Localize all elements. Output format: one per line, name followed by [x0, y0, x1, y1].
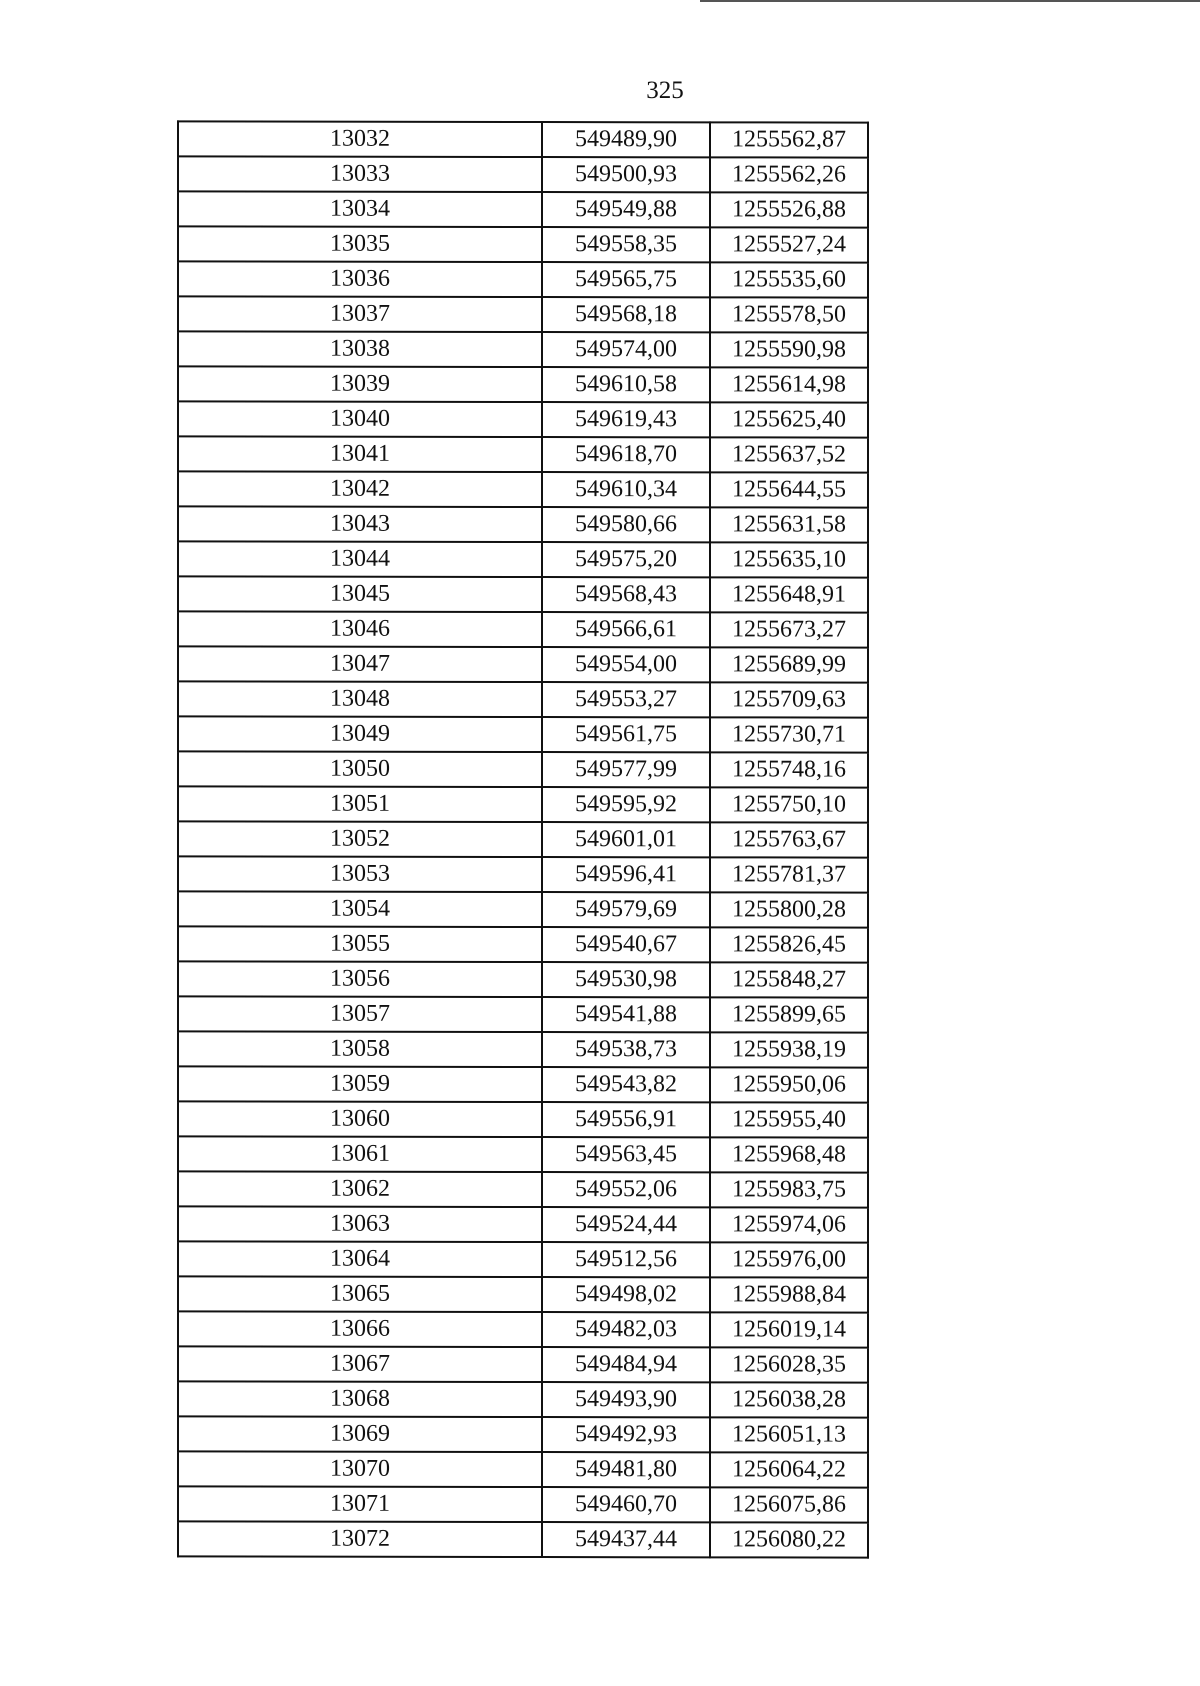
- x-coordinate-cell: 549512,56: [542, 1242, 710, 1277]
- y-coordinate-cell: 1255763,67: [710, 822, 868, 857]
- point-number-cell: 13069: [178, 1416, 542, 1452]
- x-coordinate-cell: 549561,75: [542, 717, 710, 752]
- point-number-cell: 13055: [178, 926, 542, 962]
- y-coordinate-cell: 1255983,75: [710, 1172, 868, 1207]
- y-coordinate-cell: 1255709,63: [710, 682, 868, 717]
- table-row: [178, 681, 868, 717]
- point-number-cell: 13049: [178, 716, 542, 752]
- y-coordinate-cell: 1255974,06: [710, 1207, 868, 1242]
- point-number-cell: 13037: [178, 296, 542, 332]
- y-coordinate-cell: 1255750,10: [710, 787, 868, 822]
- point-number-cell: 13035: [178, 226, 542, 262]
- y-coordinate-cell: 1255826,45: [710, 927, 868, 962]
- table-row: [178, 751, 868, 787]
- x-coordinate-cell: 549565,75: [542, 262, 710, 297]
- y-coordinate-cell: 1255899,65: [710, 997, 868, 1032]
- point-number-cell: 13042: [178, 471, 542, 507]
- x-coordinate-cell: 549538,73: [542, 1032, 710, 1067]
- x-coordinate-cell: 549543,82: [542, 1067, 710, 1102]
- table-row: [178, 436, 868, 472]
- y-coordinate-cell: 1255730,71: [710, 717, 868, 752]
- point-number-cell: 13040: [178, 401, 542, 437]
- point-number-cell: 13062: [178, 1171, 542, 1207]
- x-coordinate-cell: 549566,61: [542, 612, 710, 647]
- y-coordinate-cell: 1256064,22: [710, 1452, 868, 1487]
- x-coordinate-cell: 549481,80: [542, 1452, 710, 1487]
- y-coordinate-cell: 1256038,28: [710, 1382, 868, 1417]
- x-coordinate-cell: 549553,27: [542, 682, 710, 717]
- y-coordinate-cell: 1255635,10: [710, 542, 868, 577]
- y-coordinate-cell: 1255527,24: [710, 227, 868, 262]
- point-number-cell: 13043: [178, 506, 542, 542]
- table-row: [178, 1171, 868, 1207]
- x-coordinate-cell: 549619,43: [542, 402, 710, 437]
- point-number-cell: 13058: [178, 1031, 542, 1067]
- point-number-cell: 13054: [178, 891, 542, 927]
- y-coordinate-cell: 1255848,27: [710, 962, 868, 997]
- y-coordinate-cell: 1255800,28: [710, 892, 868, 927]
- table-row: [178, 121, 868, 157]
- x-coordinate-cell: 549610,58: [542, 367, 710, 402]
- point-number-cell: 13046: [178, 611, 542, 647]
- y-coordinate-cell: 1255648,91: [710, 577, 868, 612]
- point-number-cell: 13041: [178, 436, 542, 472]
- x-coordinate-cell: 549554,00: [542, 647, 710, 682]
- point-number-cell: 13044: [178, 541, 542, 577]
- x-coordinate-cell: 549556,91: [542, 1102, 710, 1137]
- x-coordinate-cell: 549437,44: [542, 1522, 710, 1557]
- y-coordinate-cell: 1255625,40: [710, 402, 868, 437]
- table-row: [178, 1101, 868, 1137]
- y-coordinate-cell: 1255526,88: [710, 192, 868, 227]
- y-coordinate-cell: 1255673,27: [710, 612, 868, 647]
- y-coordinate-cell: 1256075,86: [710, 1487, 868, 1522]
- point-number-cell: 13038: [178, 331, 542, 367]
- x-coordinate-cell: 549577,99: [542, 752, 710, 787]
- point-number-cell: 13063: [178, 1206, 542, 1242]
- x-coordinate-cell: 549574,00: [542, 332, 710, 367]
- x-coordinate-cell: 549596,41: [542, 857, 710, 892]
- table-row: [178, 1311, 868, 1347]
- table-row: [178, 366, 868, 402]
- y-coordinate-cell: 1255562,87: [710, 122, 868, 157]
- x-coordinate-cell: 549618,70: [542, 437, 710, 472]
- x-coordinate-cell: 549549,88: [542, 192, 710, 227]
- y-coordinate-cell: 1255950,06: [710, 1067, 868, 1102]
- y-coordinate-cell: 1255976,00: [710, 1242, 868, 1277]
- y-coordinate-cell: 1256028,35: [710, 1347, 868, 1382]
- table-row: [178, 1521, 868, 1557]
- point-number-cell: 13067: [178, 1346, 542, 1382]
- table-row: [178, 1416, 868, 1452]
- x-coordinate-cell: 549601,01: [542, 822, 710, 857]
- y-coordinate-cell: 1255637,52: [710, 437, 868, 472]
- x-coordinate-cell: 549568,18: [542, 297, 710, 332]
- coordinates-table-body: [178, 121, 868, 1557]
- point-number-cell: 13068: [178, 1381, 542, 1417]
- x-coordinate-cell: 549552,06: [542, 1172, 710, 1207]
- table-row: [178, 716, 868, 752]
- y-coordinate-cell: 1255781,37: [710, 857, 868, 892]
- table-row: [178, 541, 868, 577]
- y-coordinate-cell: 1255689,99: [710, 647, 868, 682]
- point-number-cell: 13032: [178, 121, 542, 157]
- x-coordinate-cell: 549563,45: [542, 1137, 710, 1172]
- point-number-cell: 13039: [178, 366, 542, 402]
- table-row: [178, 1066, 868, 1102]
- table-row: [178, 926, 868, 962]
- table-row: [178, 226, 868, 262]
- y-coordinate-cell: 1256019,14: [710, 1312, 868, 1347]
- point-number-cell: 13060: [178, 1101, 542, 1137]
- x-coordinate-cell: 549498,02: [542, 1277, 710, 1312]
- x-coordinate-cell: 549489,90: [542, 122, 710, 157]
- table-row: [178, 1451, 868, 1487]
- table-row: [178, 1241, 868, 1277]
- x-coordinate-cell: 549541,88: [542, 997, 710, 1032]
- table-row: [178, 646, 868, 682]
- table-row: [178, 506, 868, 542]
- table-row: [178, 261, 868, 297]
- table-row: [178, 296, 868, 332]
- x-coordinate-cell: 549530,98: [542, 962, 710, 997]
- table-row: [178, 576, 868, 612]
- point-number-cell: 13050: [178, 751, 542, 787]
- y-coordinate-cell: 1255938,19: [710, 1032, 868, 1067]
- x-coordinate-cell: 549580,66: [542, 507, 710, 542]
- point-number-cell: 13047: [178, 646, 542, 682]
- y-coordinate-cell: 1255631,58: [710, 507, 868, 542]
- x-coordinate-cell: 549558,35: [542, 227, 710, 262]
- x-coordinate-cell: 549524,44: [542, 1207, 710, 1242]
- y-coordinate-cell: 1255562,26: [710, 157, 868, 192]
- point-number-cell: 13051: [178, 786, 542, 822]
- x-coordinate-cell: 549540,67: [542, 927, 710, 962]
- point-number-cell: 13056: [178, 961, 542, 997]
- x-coordinate-cell: 549482,03: [542, 1312, 710, 1347]
- x-coordinate-cell: 549493,90: [542, 1382, 710, 1417]
- point-number-cell: 13061: [178, 1136, 542, 1172]
- y-coordinate-cell: 1255748,16: [710, 752, 868, 787]
- table-row: [178, 471, 868, 507]
- x-coordinate-cell: 549492,93: [542, 1417, 710, 1452]
- table-row: [178, 1206, 868, 1242]
- table-row: [178, 821, 868, 857]
- page-number: 325: [646, 77, 684, 104]
- top-edge-rule: [700, 0, 1200, 2]
- table-row: [178, 191, 868, 227]
- table-row: [178, 786, 868, 822]
- table-row: [178, 891, 868, 927]
- table-row: [178, 401, 868, 437]
- x-coordinate-cell: 549568,43: [542, 577, 710, 612]
- point-number-cell: 13036: [178, 261, 542, 297]
- point-number-cell: 13064: [178, 1241, 542, 1277]
- x-coordinate-cell: 549595,92: [542, 787, 710, 822]
- x-coordinate-cell: 549460,70: [542, 1487, 710, 1522]
- point-number-cell: 13071: [178, 1486, 542, 1522]
- y-coordinate-cell: 1256051,13: [710, 1417, 868, 1452]
- x-coordinate-cell: 549579,69: [542, 892, 710, 927]
- table-row: [178, 1346, 868, 1382]
- point-number-cell: 13065: [178, 1276, 542, 1312]
- point-number-cell: 13072: [178, 1521, 542, 1557]
- x-coordinate-cell: 549610,34: [542, 472, 710, 507]
- table-row: [178, 611, 868, 647]
- point-number-cell: 13033: [178, 156, 542, 192]
- x-coordinate-cell: 549500,93: [542, 157, 710, 192]
- point-number-cell: 13048: [178, 681, 542, 717]
- y-coordinate-cell: 1255590,98: [710, 332, 868, 367]
- y-coordinate-cell: 1255535,60: [710, 262, 868, 297]
- table-row: [178, 1136, 868, 1172]
- table-row: [178, 1031, 868, 1067]
- y-coordinate-cell: 1255644,55: [710, 472, 868, 507]
- x-coordinate-cell: 549575,20: [542, 542, 710, 577]
- table-row: [178, 961, 868, 997]
- y-coordinate-cell: 1255955,40: [710, 1102, 868, 1137]
- y-coordinate-cell: 1255614,98: [710, 367, 868, 402]
- coordinates-table: [177, 120, 869, 1558]
- point-number-cell: 13052: [178, 821, 542, 857]
- x-coordinate-cell: 549484,94: [542, 1347, 710, 1382]
- y-coordinate-cell: 1255988,84: [710, 1277, 868, 1312]
- point-number-cell: 13053: [178, 856, 542, 892]
- table-row: [178, 1381, 868, 1417]
- y-coordinate-cell: 1256080,22: [710, 1522, 868, 1557]
- point-number-cell: 13066: [178, 1311, 542, 1347]
- table-row: [178, 1486, 868, 1522]
- table-row: [178, 156, 868, 192]
- table-row: [178, 1276, 868, 1312]
- y-coordinate-cell: 1255968,48: [710, 1137, 868, 1172]
- table-row: [178, 856, 868, 892]
- point-number-cell: 13057: [178, 996, 542, 1032]
- point-number-cell: 13070: [178, 1451, 542, 1487]
- point-number-cell: 13059: [178, 1066, 542, 1102]
- point-number-cell: 13045: [178, 576, 542, 612]
- table-row: [178, 331, 868, 367]
- point-number-cell: 13034: [178, 191, 542, 227]
- table-row: [178, 996, 868, 1032]
- y-coordinate-cell: 1255578,50: [710, 297, 868, 332]
